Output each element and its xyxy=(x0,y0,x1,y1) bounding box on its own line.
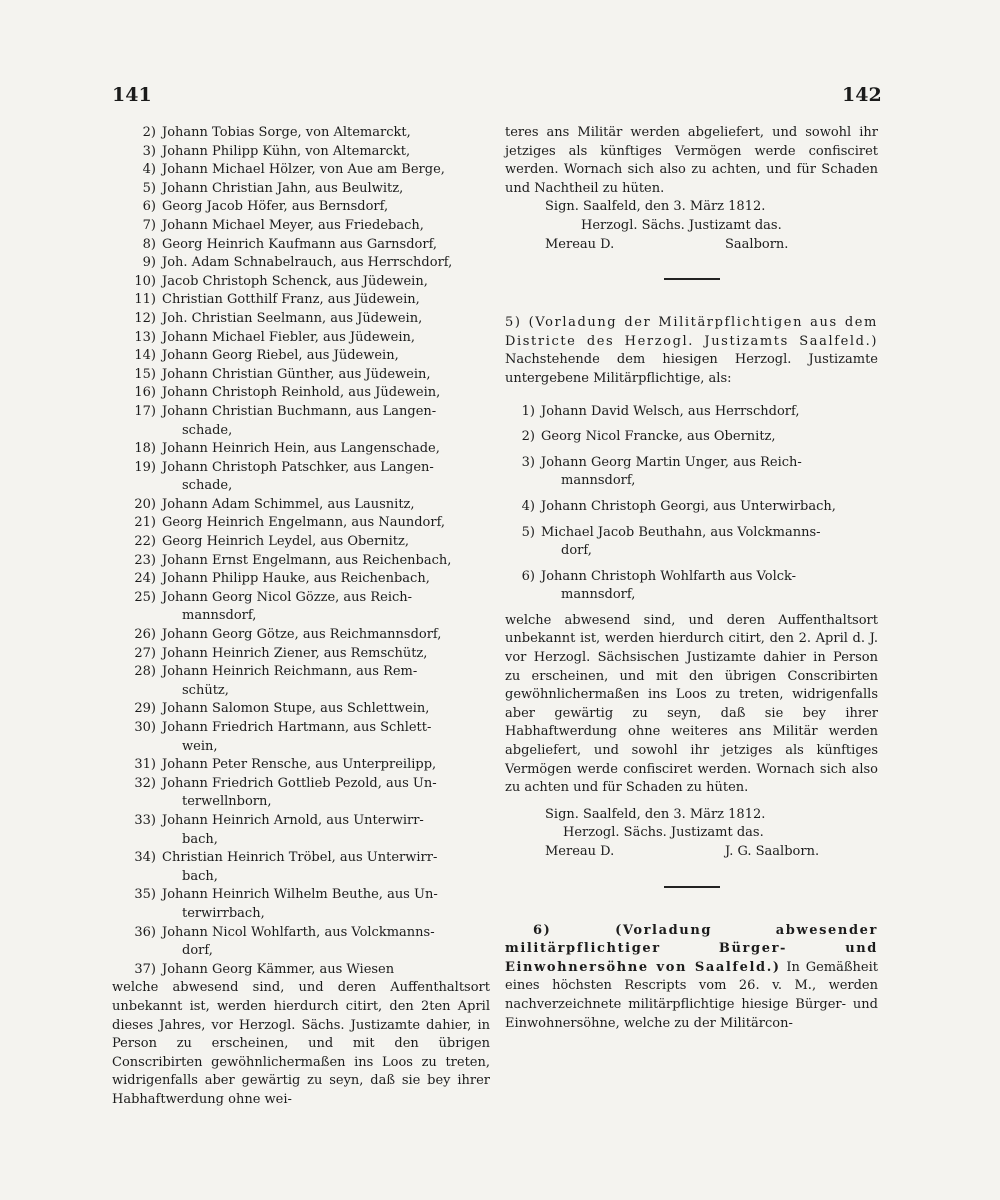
conscript-list-left xyxy=(112,124,490,979)
list-item-number: 21) xyxy=(134,515,156,531)
list-item-number: 11) xyxy=(134,292,156,308)
list-item-text: Georg Jacob Höfer, aus Bernsdorf, xyxy=(162,199,389,215)
list-item-text: Johann Georg Götze, aus Reichmannsdorf, xyxy=(162,627,442,643)
list-item-text: Johann Georg Kämmer, aus Wiesen xyxy=(162,961,395,977)
signature-date-1: Sign. Saalfeld, den 3. März 1812. xyxy=(545,199,766,215)
signature-date-2: Sign. Saalfeld, den 3. März 1812. xyxy=(545,806,766,822)
list-item-number: 37) xyxy=(134,961,156,977)
list-item-text: Michael Jacob Beuthahn, aus Volckmanns- xyxy=(541,524,821,540)
list-item xyxy=(112,254,490,273)
list-item-text: Christian Gotthilf Franz, aus Jüdewein, xyxy=(162,292,420,308)
list-item xyxy=(112,124,490,143)
list-item-text: Jacob Christoph Schenck, aus Jüdewein, xyxy=(162,273,428,289)
list-item xyxy=(112,366,490,385)
list-item xyxy=(505,524,878,561)
signature-names-1 xyxy=(505,236,878,255)
list-item-text: Johann Michael Fiebler, aus Jüdewein, xyxy=(162,329,415,345)
section-6-heading: 6) (Vorladung abwesender militärpflichtiger Bürger- und Einwohnersöhne von Saalfeld.) xyxy=(505,922,878,975)
list-item xyxy=(112,552,490,571)
section-5-intro: Nachstehende dem hiesigen Herzogl. Justizamte untergebene Militärpflichtige, als: xyxy=(505,352,878,386)
list-item-text: Johann Ernst Engelmann, aus Reichenbach, xyxy=(162,552,452,568)
list-item-continuation: bach, xyxy=(182,831,218,847)
list-item xyxy=(112,403,490,440)
section-6-text: In Gemäßheit eines höchsten Rescripts vom 26. v. M., werden nachverzeichnete militärpflichtige hiesige Bürger- und Einwohnersöhne, welche zu der Militärcon- xyxy=(505,959,878,1031)
list-item xyxy=(112,217,490,236)
list-item xyxy=(112,645,490,664)
list-item xyxy=(112,570,490,589)
list-item-text: Johann Christian Buchmann, aus Langen- xyxy=(162,403,437,419)
list-item xyxy=(112,459,490,496)
section-5-heading: 5) (Vorladung der Militärpflichtigen aus dem Districte des Herzogl. Justizamts Saalfeld.) xyxy=(505,315,878,349)
list-item xyxy=(505,568,878,605)
list-item-text: Johann Christoph Reinhold, aus Jüdewein, xyxy=(162,385,441,401)
list-item-number: 17) xyxy=(134,403,156,419)
list-item-number: 5) xyxy=(521,524,535,540)
list-item xyxy=(112,273,490,292)
list-item xyxy=(112,924,490,961)
list-item-number: 32) xyxy=(134,775,156,791)
list-item xyxy=(112,291,490,310)
signature-name-right-1: Saalborn. xyxy=(725,236,789,252)
list-item xyxy=(112,329,490,348)
list-item-continuation: mannsdorf, xyxy=(561,587,636,603)
list-item-number: 4) xyxy=(521,498,535,514)
list-item-continuation: terwellnborn, xyxy=(182,794,272,810)
list-item-number: 26) xyxy=(134,627,156,643)
list-item-continuation: mannsdorf, xyxy=(182,608,257,624)
right-continuation-paragraph: teres ans Militär werden abgeliefert, und sowohl ihr jetziges als künftiges Vermögen werde confisciret werden. Wornach sich also zu achten, und für Schaden und Nachtheil zu hüten. xyxy=(505,125,878,196)
list-item-text: Johann Georg Riebel, aus Jüdewein, xyxy=(162,348,399,364)
list-item-text: Johann David Welsch, aus Herrschdorf, xyxy=(541,403,800,419)
list-item-number: 14) xyxy=(134,348,156,364)
list-item-text: Christian Heinrich Tröbel, aus Unterwirr- xyxy=(162,850,438,866)
list-item-number: 4) xyxy=(142,162,156,178)
list-item-text: Johann Philipp Hauke, aus Reichenbach, xyxy=(162,571,430,587)
list-item-continuation: terwirrbach, xyxy=(182,905,265,921)
list-item-number: 29) xyxy=(134,701,156,717)
list-item-number: 6) xyxy=(521,568,535,584)
list-item-continuation: schade, xyxy=(182,478,233,494)
list-item xyxy=(112,236,490,255)
list-item-text: Johann Salomon Stupe, aus Schlettwein, xyxy=(162,701,430,717)
list-item-text: Johann Friedrich Hartmann, aus Schlett- xyxy=(162,720,432,735)
signature-office-1: Herzogl. Sächs. Justizamt das. xyxy=(581,217,782,233)
list-item xyxy=(505,403,878,422)
list-item xyxy=(112,180,490,199)
list-item-text: Johann Georg Nicol Gözze, aus Reich- xyxy=(162,589,413,605)
list-item xyxy=(112,663,490,700)
list-item-continuation: schütz, xyxy=(182,682,229,698)
list-item-text: Johann Michael Meyer, aus Friedebach, xyxy=(162,217,424,233)
list-item-text: Johann Christoph Wohlfarth aus Volck- xyxy=(541,568,797,584)
list-item xyxy=(112,775,490,812)
list-item-number: 19) xyxy=(134,459,156,475)
list-item-text: Georg Nicol Francke, aus Obernitz, xyxy=(541,429,776,445)
list-item xyxy=(112,384,490,403)
list-item-text: Johann Heinrich Arnold, aus Unterwirr- xyxy=(162,812,424,828)
list-item-text: Georg Heinrich Engelmann, aus Naundorf, xyxy=(162,515,446,531)
list-item-number: 7) xyxy=(142,217,156,233)
list-item xyxy=(112,886,490,923)
list-item-number: 27) xyxy=(134,645,156,661)
list-item-number: 13) xyxy=(134,329,156,345)
list-item xyxy=(112,496,490,515)
list-item xyxy=(112,756,490,775)
list-item-number: 22) xyxy=(134,534,156,550)
list-item-text: Johann Michael Hölzer, von Aue am Berge, xyxy=(162,162,445,178)
list-item-number: 2) xyxy=(142,125,156,140)
list-item-number: 6) xyxy=(142,199,156,215)
page-number-right: 142 xyxy=(842,84,882,106)
list-item-text: Johann Heinrich Reichmann, aus Rem- xyxy=(162,664,418,680)
list-item-number: 2) xyxy=(521,429,535,445)
list-item-continuation: mannsdorf, xyxy=(561,473,636,489)
list-item-text: Johann Friedrich Gottlieb Pezold, aus Un- xyxy=(162,775,437,791)
list-item xyxy=(112,161,490,180)
list-item-text: Johann Georg Martin Unger, aus Reich- xyxy=(541,454,802,470)
list-item-number: 20) xyxy=(134,496,156,512)
signature-names-2 xyxy=(505,843,878,862)
list-item-text: Johann Christoph Patschker, aus Langen- xyxy=(162,459,434,475)
conscript-list-right xyxy=(505,403,878,605)
list-item-number: 9) xyxy=(142,255,156,271)
list-item-number: 10) xyxy=(134,273,156,289)
list-item-number: 3) xyxy=(521,454,535,470)
list-item-text: Johann Christian Jahn, aus Beulwitz, xyxy=(162,180,404,196)
list-item xyxy=(505,428,878,447)
list-item-number: 25) xyxy=(134,589,156,605)
list-item-continuation: dorf, xyxy=(182,943,213,959)
list-item xyxy=(112,143,490,162)
list-item xyxy=(112,812,490,849)
list-item-number: 5) xyxy=(142,180,156,196)
list-item xyxy=(112,514,490,533)
list-item-text: Johann Christian Günther, aus Jüdewein, xyxy=(162,366,431,382)
list-item xyxy=(112,440,490,459)
list-item-number: 12) xyxy=(134,310,156,326)
list-item-number: 23) xyxy=(134,552,156,568)
list-item xyxy=(112,589,490,626)
list-item-number: 34) xyxy=(134,850,156,866)
list-item-text: Johann Christoph Georgi, aus Unterwirbach, xyxy=(541,498,836,514)
section-5-closing-paragraph: welche abwesend sind, und deren Auffenthaltsort unbekannt ist, werden hierdurch citirt, den 2. April d. J. vor Herzogl. Sächsischen Justizamte dahier in Person zu erscheinen, und mit den übrigen Conscribirten gewöhnlichermaßen ins Loos zu treten, widrigenfalls aber gewärtig zu seyn, daß sie bey ihrer Habhaftwerdung ohne weiteres ans Militär werden abgeliefert, und sowohl ihr jetziges als künftiges Vermögen werde confisciret werden. Wornach sich also zu achten und für Schaden zu hüten. xyxy=(505,612,878,796)
list-item xyxy=(112,719,490,756)
list-item xyxy=(112,700,490,719)
list-item xyxy=(112,849,490,886)
list-item-number: 24) xyxy=(134,571,156,587)
list-item-continuation: schade, xyxy=(182,422,233,438)
right-column xyxy=(505,124,878,1033)
left-closing-paragraph: welche abwesend sind, und deren Auffenthaltsort unbekannt ist, werden hierdurch citirt, den 2ten April dieses Jahres, vor Herzogl. Sächs. Justizamte dahier, in Person zu erscheinen, und mit den übrigen Conscribirten gewöhnlichermaßen ins Loos zu treten, widrigenfalls aber gewärtig zu seyn, daß sie bey ihrer Habhaftwerdung ohne wei- xyxy=(112,980,490,1107)
list-item-text: Johann Nicol Wohlfarth, aus Volckmanns- xyxy=(162,924,435,940)
list-item xyxy=(112,347,490,366)
list-item-text: Johann Adam Schimmel, aus Lausnitz, xyxy=(162,496,415,512)
signature-name-left-1: Mereau D. xyxy=(545,236,615,252)
list-item-text: Johann Peter Rensche, aus Unterpreilipp, xyxy=(162,757,437,773)
list-item-text: Johann Heinrich Wilhelm Beuthe, aus Un- xyxy=(162,887,438,903)
list-item-number: 28) xyxy=(134,664,156,680)
section-divider-2 xyxy=(664,886,720,888)
list-item-text: Joh. Christian Seelmann, aus Jüdewein, xyxy=(162,310,423,326)
list-item-continuation: dorf, xyxy=(561,543,592,559)
list-item-number: 35) xyxy=(134,887,156,903)
list-item xyxy=(505,454,878,491)
list-item xyxy=(112,626,490,645)
list-item-text: Johann Tobias Sorge, von Altemarckt, xyxy=(162,125,411,140)
list-item xyxy=(112,310,490,329)
list-item-number: 33) xyxy=(134,812,156,828)
list-item xyxy=(112,533,490,552)
list-item-continuation: wein, xyxy=(182,738,218,754)
left-column xyxy=(112,124,490,1109)
page-number-left: 141 xyxy=(112,84,152,106)
list-item-number: 36) xyxy=(134,924,156,940)
list-item-number: 15) xyxy=(134,366,156,382)
list-item-number: 18) xyxy=(134,441,156,457)
list-item-number: 8) xyxy=(142,236,156,252)
list-item-text: Johann Philipp Kühn, von Altemarckt, xyxy=(162,143,411,159)
list-item xyxy=(505,498,878,517)
list-item-text: Georg Heinrich Leydel, aus Obernitz, xyxy=(162,534,409,550)
list-item-text: Georg Heinrich Kaufmann aus Garnsdorf, xyxy=(162,236,438,252)
list-item-number: 30) xyxy=(134,720,156,735)
list-item-continuation: bach, xyxy=(182,868,218,884)
list-item-number: 31) xyxy=(134,757,156,773)
list-item-text: Johann Heinrich Ziener, aus Remschütz, xyxy=(162,645,428,661)
list-item-number: 3) xyxy=(142,143,156,159)
list-item-text: Johann Heinrich Hein, aus Langenschade, xyxy=(162,441,440,457)
list-item-number: 1) xyxy=(521,403,535,419)
list-item xyxy=(112,198,490,217)
list-item-number: 16) xyxy=(134,385,156,401)
section-divider-1 xyxy=(664,278,720,280)
signature-name-right-2: J. G. Saalborn. xyxy=(725,844,820,859)
list-item-text: Joh. Adam Schnabelrauch, aus Herrschdorf, xyxy=(162,255,453,271)
list-item xyxy=(112,961,490,980)
signature-office-2: Herzogl. Sächs. Justizamt das. xyxy=(563,825,764,841)
signature-name-left-2: Mereau D. xyxy=(545,844,615,859)
